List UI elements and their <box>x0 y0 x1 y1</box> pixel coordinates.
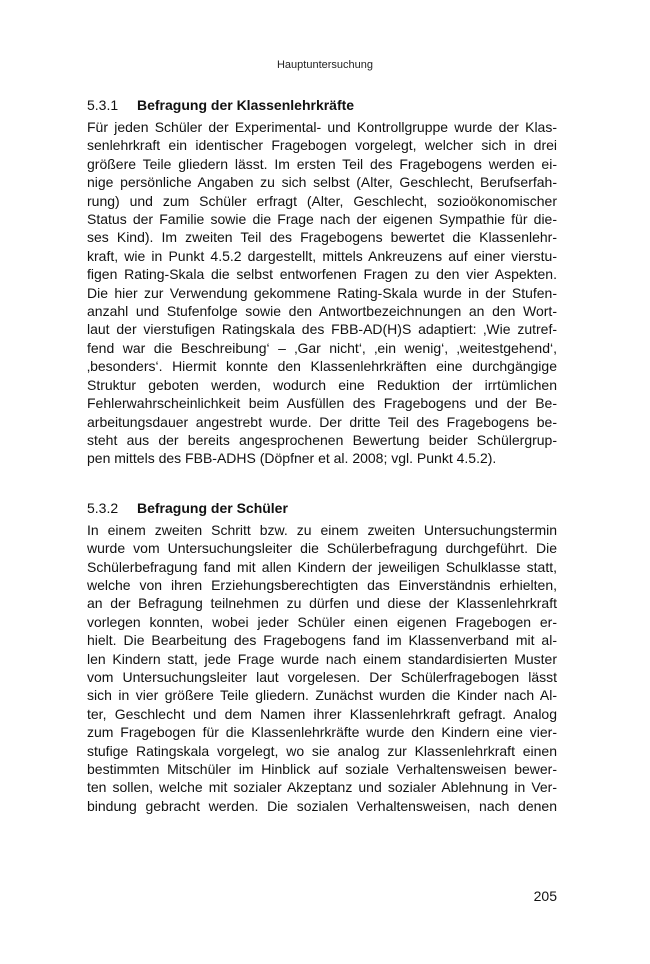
text-line: sich in vier größere Teile gliedern. Zunächst wurden die Kinder nach Al- <box>87 687 557 704</box>
text-line: an der Befragung teilnehmen zu dürfen und diese der Klassenlehrkraft <box>87 595 557 612</box>
text-line: bindung gebracht werden. Die sozialen Verhaltensweisen, nach denen <box>87 797 557 814</box>
text-line: laut der vierstufigen Ratingskala des FBB-AD(H)S adaptiert: ‚Wie zutref- <box>87 321 557 338</box>
text-line: ses Kind). Im zweiten Teil des Fragebogens bewertet die Klassenlehr- <box>87 229 557 246</box>
text-line: figen Rating-Skala die selbst entworfenen Fragen zu den vier Aspekten. <box>87 266 557 283</box>
text-line: Struktur geboten werden, wodurch eine Reduktion der irrtümlichen <box>87 376 557 393</box>
section-5-3-1 <box>87 95 557 468</box>
text-line: Die hier zur Verwendung gekommene Rating-Skala wurde in der Stufen- <box>87 284 557 301</box>
text-line: bestimmten Mitschüler im Hinblick auf soziale Verhaltensweisen bewer- <box>87 761 557 777</box>
text-line: fend war die Beschreibung‘ – ‚Gar nicht‘, ‚ein wenig‘, ‚weitestgehend‘, <box>87 339 557 356</box>
running-header: Hauptuntersuchung <box>276 59 373 71</box>
text-line: wurde vom Untersuchungsleiter die Schülerbefragung durchgeführt. Die <box>87 540 557 557</box>
section-5-3-2 <box>87 498 557 816</box>
text-line: hielt. Die Bearbeitung des Fragebogens fand im Klassenverband mit al- <box>87 632 557 649</box>
section-heading <box>87 95 557 115</box>
text-line: arbeitungsdauer angestrebt wurde. Der dritte Teil des Fragebogens be- <box>87 413 557 430</box>
text-line: ter, Geschlecht und dem Namen ihrer Klassenlehrkraft gefragt. Analog <box>87 705 557 722</box>
text-line: stufige Ratingskala vorgelegt, wo sie analog zur Klassenlehrkraft einen <box>87 742 557 759</box>
text-line: ten sollen, welche mit sozialer Akzeptanz und sozialer Ablehnung in Ver- <box>87 779 557 796</box>
page-content <box>87 95 557 815</box>
text-line: größere Teile gliedern lässt. Im ersten Teil des Fragebogens werden ei- <box>87 155 557 172</box>
text-line: welche von ihren Erziehungsberechtigten das Einverständnis erhielten, <box>87 576 557 593</box>
text-line: zum Fragebogen für die Klassenlehrkräfte wurde den Kindern eine vier- <box>87 724 557 741</box>
text-line: anzahl und Stufenfolge sowie den Antwortbezeichnungen an den Wort- <box>87 303 557 320</box>
section-paragraph <box>87 118 557 468</box>
text-line: Status der Familie sowie die Frage nach der eigenen Sympathie für die- <box>87 211 557 228</box>
section-number: 5.3.1 <box>87 97 119 113</box>
text-line: Für jeden Schüler der Experimental- und Kontrollgruppe wurde der Klas- <box>87 119 557 135</box>
text-line: len Kindern statt, jede Frage wurde nach einem standardisierten Muster <box>87 650 557 667</box>
text-line: vorlegen konnten, wobei jeder Schüler einen eigenen Fragebogen er- <box>87 613 557 630</box>
page-number: 205 <box>533 888 557 904</box>
text-line: pen mittels des FBB-ADHS (Döpfner et al. 2008; vgl. Punkt 4.5.2). <box>87 450 497 467</box>
text-line: In einem zweiten Schritt bzw. zu einem zweiten Untersuchungstermin <box>87 521 557 538</box>
text-line: senlehrkraft ein identischer Fragebogen vorgelegt, welcher sich in drei <box>87 137 557 154</box>
section-number: 5.3.2 <box>87 499 119 516</box>
text-line: rung) und zum Schüler erfragt (Alter, Geschlecht, sozioökonomischer <box>87 192 557 209</box>
text-line: vom Untersuchungsleiter laut vorgelesen. Der Schülerfragebogen lässt <box>87 668 557 685</box>
section-title: Befragung der Schüler <box>137 499 288 516</box>
section-heading <box>87 498 557 518</box>
text-line: Schülerbefragung fand mit allen Kindern der jeweiligen Schulklasse statt, <box>87 558 557 575</box>
text-line: steht aus der bereits angesprochenen Bewertung beider Schülergrup- <box>87 431 557 448</box>
section-paragraph <box>87 521 557 816</box>
text-line: kraft, wie in Punkt 4.5.2 dargestellt, mittels Ankreuzens auf einer vierstu- <box>87 247 557 264</box>
text-line: Fehlerwahrscheinlichkeit beim Ausfüllen des Fragebogens und der Be- <box>87 395 557 412</box>
text-line: ‚besonders‘. Hiermit konnte den Klassenlehrkräften eine durchgängige <box>87 358 557 375</box>
section-title: Befragung der Klassenlehrkräfte <box>137 97 355 113</box>
text-line: nige persönliche Angaben zu sich selbst (Alter, Geschlecht, Berufserfah- <box>87 174 557 191</box>
